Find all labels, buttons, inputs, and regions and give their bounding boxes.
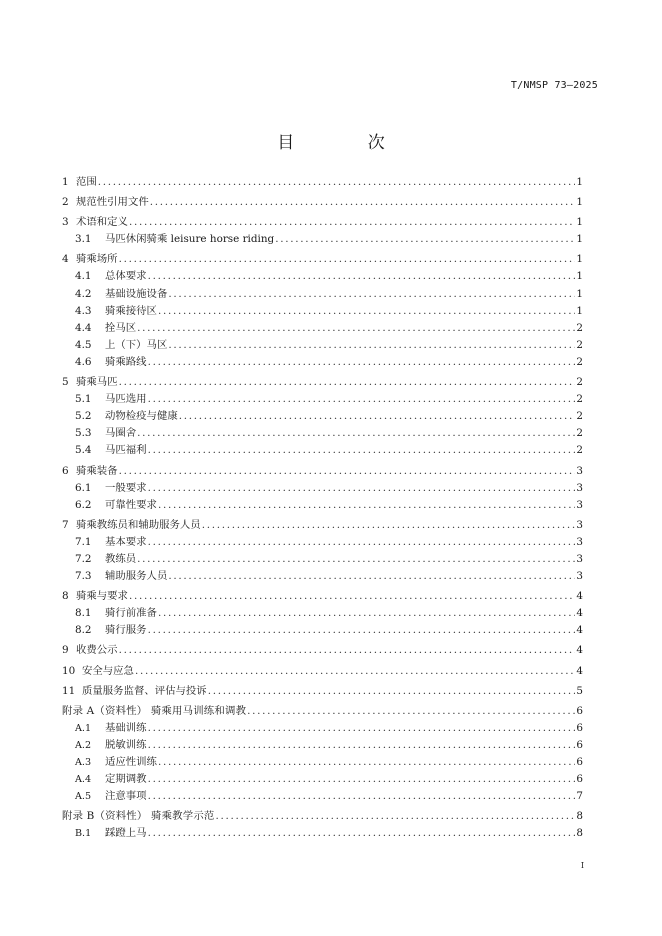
toc-entry-page: 3 [576,535,583,548]
dot-leader [275,231,575,248]
toc-entry[interactable] [62,408,583,425]
toc-entry-label: 安全与应急 [82,664,134,677]
dot-leader [119,463,576,480]
toc-entry-page: 3 [576,552,583,565]
toc-entry[interactable] [62,788,583,805]
toc-entry-page: 1 [576,304,583,317]
toc-entry-number: 5.4 [75,444,92,457]
toc-entry-label: 骑乘场所 [76,253,118,266]
toc-entry-number: 5 [62,376,69,389]
toc-entry[interactable] [62,320,583,337]
toc-entry-page: 2 [576,444,583,457]
toc-entry-label: 定期调教 [105,773,147,786]
dot-leader [179,408,576,425]
toc-entry[interactable] [62,425,583,442]
toc-entry[interactable] [62,337,583,354]
dot-leader [158,605,575,622]
toc-entry-number: 3.1 [75,233,92,246]
toc-entry-number: 3 [62,216,69,229]
toc-entry-page: 1 [576,196,583,209]
dot-leader [148,391,576,408]
toc-entry-number: 4.3 [75,304,92,317]
toc-entry-number: 4 [62,253,69,266]
toc-entry-number: 4.2 [75,287,92,300]
toc-entry-number: 10 [62,664,76,677]
toc-entry-label: 规范性引用文件 [76,196,149,209]
toc-entry-number: 7.1 [75,535,92,548]
toc-entry[interactable] [62,703,583,720]
dot-leader [148,442,576,459]
toc-entry[interactable] [62,808,583,825]
toc-entry-number: 5.2 [75,410,92,423]
toc-entry-number: 7.2 [75,552,92,565]
toc-entry[interactable] [62,825,583,842]
dot-leader [98,174,576,191]
toc-entry-number: 4.6 [75,355,92,368]
toc-entry[interactable] [62,231,583,248]
toc-entry-page: 1 [576,287,583,300]
toc-entry-label: 范围 [76,176,97,188]
toc-entry-page: 3 [576,481,583,494]
toc-entry-number: 6.1 [75,481,92,494]
dot-leader [137,425,575,442]
dot-leader [119,642,576,659]
toc-entry-page: 6 [576,704,583,717]
toc-entry-number: 6 [62,464,69,477]
toc-entry-number: B.1 [75,828,92,840]
toc-entry-page: 4 [576,644,583,657]
toc-entry-page: 2 [576,393,583,406]
toc-entry-label: 骑乘与要求 [76,590,128,603]
dot-leader [208,683,576,700]
toc-entry-page: 6 [576,721,583,734]
toc-entry-page: 8 [576,810,583,823]
toc-entry-label: 动物检疫与健康 [105,410,178,423]
toc-entry[interactable] [62,605,583,622]
toc-entry[interactable] [62,286,583,303]
toc-entry-label: 骑行前准备 [105,607,157,620]
toc-entry-page: 5 [576,684,583,697]
toc-entry-label: 一般要求 [105,481,147,494]
toc-entry-label: 脱敏训练 [105,738,147,751]
toc-entry-label: 基本要求 [105,535,147,548]
dot-leader [158,303,575,320]
toc-entry-number: 11 [62,684,76,697]
toc-entry[interactable] [62,354,583,371]
toc-entry-page: 4 [576,590,583,603]
toc-entry-number: A.4 [75,774,92,786]
toc-entry-page: 3 [576,518,583,531]
toc-entry[interactable] [62,568,583,585]
toc-entry-label: 基础训练 [105,721,147,734]
toc-entry-number: 4.5 [75,338,92,351]
dot-leader [150,194,576,211]
toc-entry-page: 7 [576,790,583,803]
dot-leader [148,788,576,805]
toc-entry[interactable] [62,442,583,459]
toc-entry-number: A.1 [75,722,92,734]
toc-entry-label: 上（下）马区 [105,338,168,351]
toc-entry-page: 2 [576,376,583,389]
toc-entry-page: 1 [576,216,583,229]
dot-leader [148,825,576,842]
toc-entry-page: 6 [576,773,583,786]
toc-entry[interactable] [62,194,583,211]
dot-leader [158,754,575,771]
toc-entry-label: 教练员 [105,552,137,565]
toc-entry-label: 术语和定义 [76,216,128,229]
dot-leader [148,354,576,371]
toc-entry-label: 马匹福利 [105,444,147,457]
toc-entry[interactable] [62,303,583,320]
toc-entry-label: 马匹休闲骑乘 leisure horse riding [105,233,275,246]
dot-leader [148,720,576,737]
dot-leader [148,268,576,285]
toc-entry-number: A.2 [75,739,92,751]
toc-entry-page: 8 [576,827,583,840]
dot-leader [216,808,576,825]
toc-entry[interactable] [62,534,583,551]
dot-leader [168,337,575,354]
toc-entry-page: 3 [576,570,583,583]
dot-leader [135,663,575,680]
toc-entry[interactable] [62,642,583,659]
toc-entry-number: 5.1 [75,393,92,406]
toc-entry[interactable] [62,663,583,680]
toc-entry-label: 基础设施设备 [105,287,168,300]
toc-entry-number: 4.4 [75,321,92,334]
toc-entry-number: 8 [62,590,69,603]
toc-entry[interactable] [62,214,583,231]
toc-entry[interactable] [62,771,583,788]
toc-entry-page: 1 [576,176,583,188]
dot-leader [148,622,576,639]
toc-entry-number: 5.3 [75,427,92,440]
toc-entry[interactable] [62,480,583,497]
toc-entry-page: 3 [576,498,583,511]
toc-entry-number: 7.3 [75,570,92,583]
toc-entry-label: 附录 B（资料性） 骑乘教学示范 [62,810,215,823]
toc-entry-number: 2 [62,196,69,209]
toc-entry[interactable] [62,268,583,285]
dot-leader [148,771,576,788]
dot-leader [247,703,575,720]
toc-entry-number: 9 [62,644,69,657]
toc-entry-label: 适应性训练 [105,756,157,768]
table-of-contents [62,174,583,842]
toc-entry-number: 8.1 [75,607,92,620]
toc-entry[interactable] [62,391,583,408]
toc-entry-page: 4 [576,624,583,637]
toc-entry-page: 2 [576,321,583,334]
toc-entry-label: 骑乘路线 [105,355,147,368]
dot-leader [137,320,575,337]
toc-entry-label: 可靠性要求 [105,498,157,511]
toc-entry[interactable] [62,517,583,534]
toc-entry-page: 1 [576,233,583,246]
dot-leader [168,568,575,585]
toc-entry-page: 6 [576,738,583,751]
toc-entry-page: 4 [576,664,583,677]
toc-entry[interactable] [62,251,583,268]
dot-leader [129,588,575,605]
toc-entry-label: 收费公示 [76,644,118,657]
toc-entry[interactable] [62,622,583,639]
page-title: 目 次 [277,133,419,153]
toc-entry-page: 2 [576,338,583,351]
toc-entry[interactable] [62,683,583,700]
page-number: I [580,861,584,870]
toc-entry-page: 1 [576,270,583,283]
toc-entry-label: 附录 A（资料性） 骑乘用马训练和调教 [62,704,247,717]
toc-entry-page: 4 [576,607,583,620]
toc-entry[interactable] [62,551,583,568]
toc-entry-label: 骑乘教练员和辅助服务人员 [76,518,201,531]
dot-leader [119,374,576,391]
document-number: T/NMSP 73—2025 [510,80,598,91]
dot-leader [148,534,576,551]
toc-entry-number: 7 [62,518,69,531]
toc-entry-number: A.3 [75,757,92,768]
dot-leader [158,497,575,514]
toc-entry-label: 骑乘马匹 [76,376,118,389]
toc-entry-label: 注意事项 [105,790,147,803]
dot-leader [119,251,576,268]
toc-entry-label: 辅助服务人员 [105,570,168,583]
toc-entry[interactable] [62,174,583,191]
toc-entry-page: 1 [576,253,583,266]
dot-leader [137,551,575,568]
toc-entry[interactable] [62,754,583,771]
toc-entry-number: 8.2 [75,624,92,637]
toc-entry-number: 6.2 [75,498,92,511]
toc-entry-label: 骑乘装备 [76,464,118,477]
toc-entry-label: 拴马区 [105,321,137,334]
toc-entry[interactable] [62,374,583,391]
toc-entry[interactable] [62,737,583,754]
toc-entry[interactable] [62,463,583,480]
toc-entry-number: 1 [62,176,69,188]
dot-leader [129,214,575,231]
toc-entry-page: 2 [576,427,583,440]
toc-entry-page: 6 [576,756,583,768]
toc-entry-label: 骑乘接待区 [105,304,157,317]
toc-entry-label: 质量服务监督、评估与投诉 [82,684,207,697]
toc-entry[interactable] [62,497,583,514]
toc-entry-page: 2 [576,355,583,368]
toc-entry-page: 2 [576,410,583,423]
toc-entry-number: A.5 [75,791,92,803]
toc-entry-label: 踩蹬上马 [105,827,147,840]
toc-entry-label: 马圈舍 [105,427,137,440]
toc-entry-label: 总体要求 [105,270,147,283]
dot-leader [148,737,576,754]
dot-leader [168,286,575,303]
dot-leader [148,480,576,497]
toc-entry[interactable] [62,588,583,605]
toc-entry-page: 3 [576,464,583,477]
toc-entry-label: 马匹选用 [105,393,147,406]
toc-entry-number: 4.1 [75,270,92,283]
toc-entry-label: 骑行服务 [105,624,147,637]
dot-leader [202,517,576,534]
toc-entry[interactable] [62,720,583,737]
